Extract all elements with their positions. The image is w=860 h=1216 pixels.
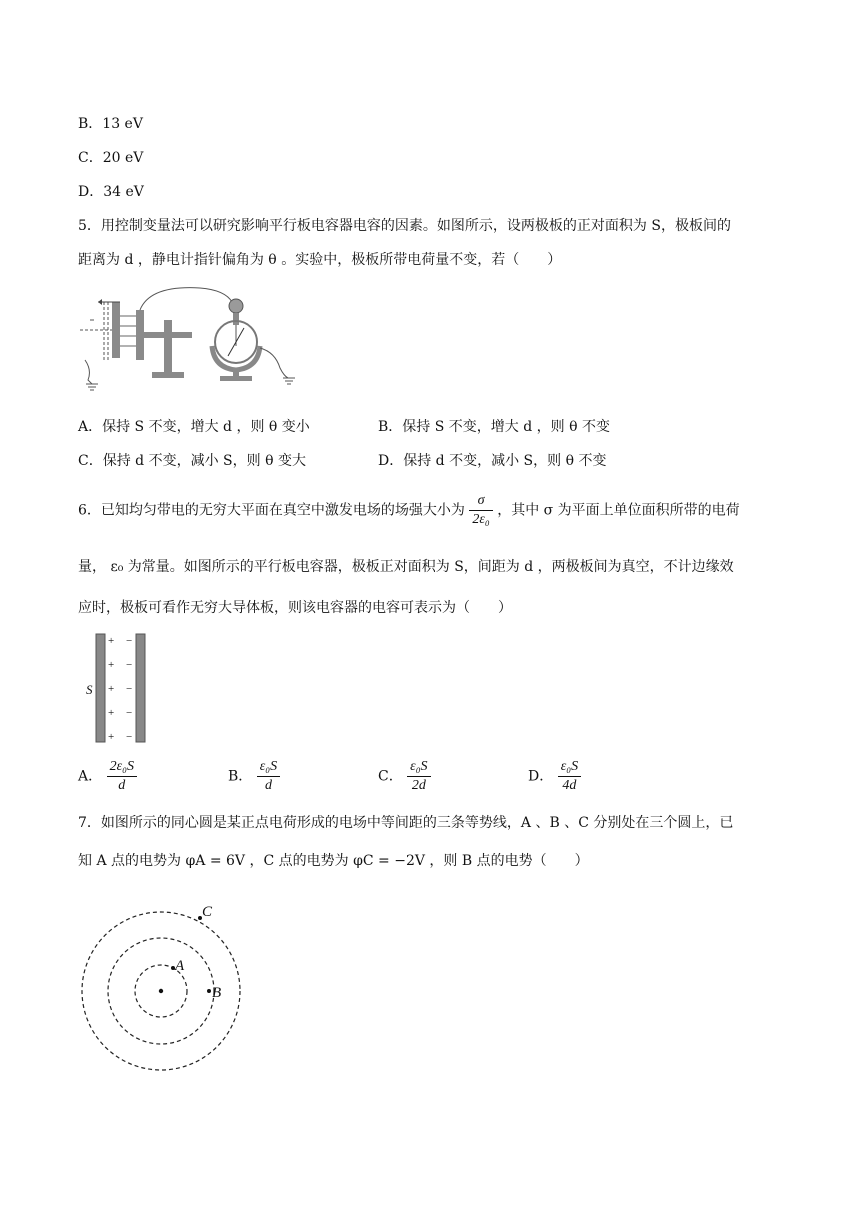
q6-option-d-denominator: 4d [562, 778, 577, 793]
q6-stem-line1-post: ，其中 σ 为平面上单位面积所带的电荷 [497, 502, 740, 519]
q6-option-c [378, 758, 431, 795]
q6-option-b-letter: B． [228, 768, 253, 785]
q6-plus-sign: + [108, 635, 115, 647]
q7-stem-line2: 知 A 点的电势为 φA = 6V ，C 点的电势为 φC = −2V ，则 B 点的电势（ ） [78, 853, 589, 869]
q6-option-b-numerator: ε₀S [257, 758, 280, 777]
q6-option-c-denominator: 2d [411, 778, 426, 793]
q6-field-fraction [469, 492, 492, 529]
q6-plus-sign: + [108, 683, 115, 695]
q7-label-c: C [202, 904, 213, 920]
q5-option-d: D．保持 d 不变，减小 S，则 θ 不变 [378, 453, 607, 469]
q6-option-c-fraction [407, 758, 430, 795]
q7-stem-line1: 7．如图所示的同心圆是某正点电荷形成的电场中等间距的三条等势线，A 、B 、C 分别处在三个圆上，已 [78, 815, 734, 831]
q6-option-a-numerator: 2ε₀S [107, 758, 137, 777]
q6-minus-sign: − [126, 635, 133, 647]
q6-field-numerator: σ [469, 492, 492, 511]
q7-label-a: A [175, 958, 185, 974]
q6-option-b [228, 758, 280, 795]
q6-option-d [528, 758, 581, 795]
q6-option-d-numerator: ε₀S [558, 758, 581, 777]
q6-parallel-plate-figure [84, 632, 154, 746]
q7-label-b: B [212, 985, 222, 1001]
q6-plus-sign: + [108, 731, 115, 743]
q5-stem-line2: 距离为 d ，静电计指针偏角为 θ 。实验中，极板所带电荷量不变，若（ ） [78, 252, 562, 268]
q4-option-b: B．13 eV [78, 116, 143, 132]
q6-stem-line2: 量， ε₀ 为常量。如图所示的平行板电容器，极板正对面积为 S，间距为 d ，两极板间为真空，不计边缘效 [78, 559, 734, 575]
q6-option-d-letter: D． [528, 768, 554, 785]
q5-capacitor-electrometer-figure [80, 280, 310, 400]
q6-option-b-denominator: d [264, 778, 272, 793]
q6-plus-sign: + [108, 707, 115, 719]
q4-option-c: C．20 eV [78, 150, 144, 166]
q5-stem-line1: 5．用控制变量法可以研究影响平行板电容器电容的因素。如图所示，设两极板的正对面积为 S，极板间的 [78, 218, 731, 234]
q6-option-a-letter: A． [78, 768, 103, 785]
q6-stem-line1 [78, 492, 740, 529]
q6-option-b-fraction [257, 758, 280, 795]
q6-option-a-fraction [107, 758, 137, 795]
q6-figure-area-label: S [86, 682, 93, 697]
q6-stem-line1-pre: 6．已知均匀带电的无穷大平面在真空中激发电场的场强大小为 [78, 502, 465, 519]
q6-field-denominator: 2ε₀ [472, 512, 490, 527]
q6-option-a [78, 758, 137, 795]
q6-option-c-numerator: ε₀S [407, 758, 430, 777]
q6-plus-sign: + [108, 659, 115, 671]
q5-option-b: B．保持 S 不变，增大 d ，则 θ 不变 [378, 419, 610, 435]
q6-option-a-denominator: d [118, 778, 126, 793]
q6-stem-line3: 应时，极板可看作无穷大导体板，则该电容器的电容可表示为（ ） [78, 600, 512, 616]
q5-option-a: A．保持 S 不变，增大 d ，则 θ 变小 [78, 419, 310, 435]
q4-option-d: D．34 eV [78, 184, 144, 200]
q6-minus-sign: − [126, 707, 133, 719]
q6-option-d-fraction [558, 758, 581, 795]
q6-option-c-letter: C． [378, 768, 403, 785]
q6-minus-sign: − [126, 683, 133, 695]
q6-minus-sign: − [126, 659, 133, 671]
q5-option-c: C．保持 d 不变，减小 S，则 θ 变大 [78, 453, 306, 469]
q6-minus-sign: − [126, 731, 133, 743]
q7-equipotential-figure [78, 896, 258, 1076]
